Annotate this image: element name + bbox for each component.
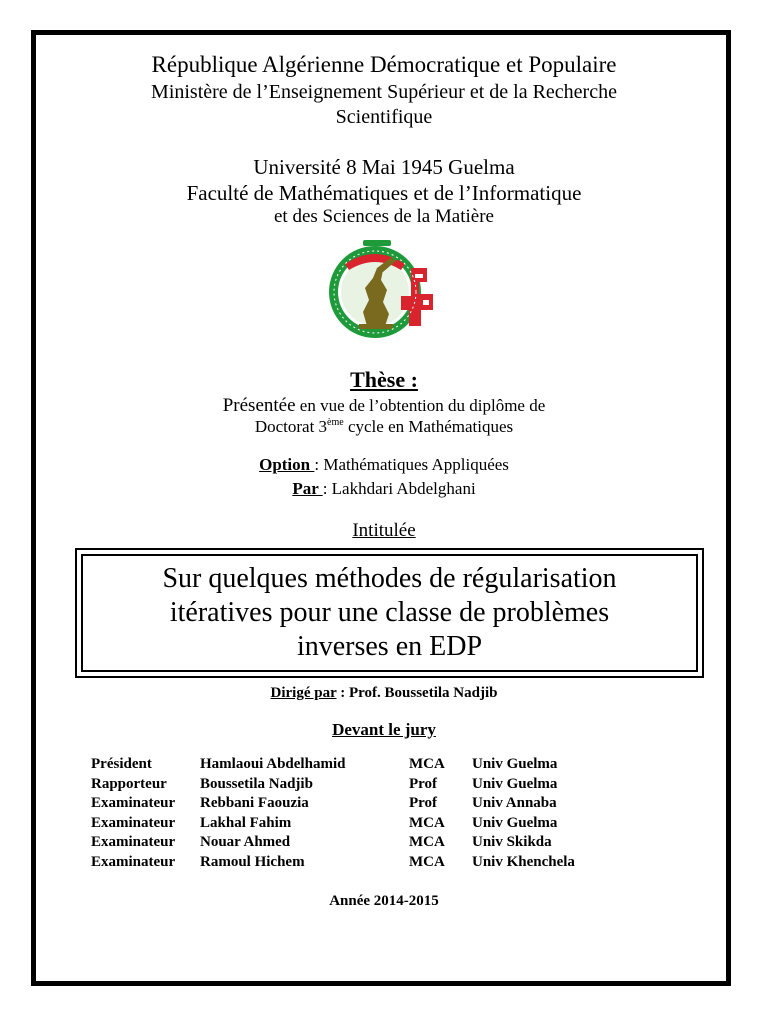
jury-row: [0, 854, 768, 874]
author-line: [0, 479, 768, 499]
jury-univ: Univ Annaba: [472, 795, 557, 812]
doctorat-before: Doctorat 3: [254, 417, 328, 436]
republic-line: République Algérienne Démocratique et Populaire: [151, 52, 617, 77]
ministry-line-2: Scientifique: [335, 106, 433, 128]
jury-univ: Univ Skikda: [472, 834, 552, 851]
jury-role: Examinateur: [91, 834, 176, 851]
university-logo-icon: [323, 238, 441, 342]
title-line-3: inverses en EDP: [296, 631, 483, 662]
jury-name: Nouar Ahmed: [200, 834, 291, 851]
jury-univ: Univ Guelma: [472, 814, 558, 831]
jury-name: Ramoul Hichem: [200, 853, 305, 870]
faculty-line-2: et des Sciences de la Matière: [274, 206, 494, 227]
jury-rank: MCA: [409, 756, 445, 772]
option-label: Option: [259, 455, 315, 474]
faculty-line-1: Faculté de Mathématiques et de l’Informatique: [186, 181, 582, 205]
doctorat-after: cycle en Mathématiques: [343, 417, 514, 436]
director-line: [0, 685, 768, 702]
title-line-2: itératives pour une classe de problèmes: [169, 597, 610, 628]
jury-row: [0, 834, 768, 854]
doctorat-line: [0, 417, 768, 437]
academic-year: Année 2014-2015: [329, 893, 439, 909]
doctorat-sup: ème: [327, 417, 344, 428]
jury-rank: Prof: [409, 775, 438, 792]
directed-label: Dirigé par: [270, 685, 337, 701]
presented-rest: en vue de l’obtention du diplôme de: [295, 396, 546, 415]
jury-role: Rapporteur: [91, 775, 167, 792]
jury-rank: MCA: [409, 853, 445, 870]
jury-table: [0, 756, 768, 874]
university-name: Université 8 Mai 1945 Guelma: [253, 155, 515, 179]
jury-name: Boussetila Nadjib: [200, 775, 313, 792]
jury-heading: Devant le jury: [332, 720, 436, 739]
jury-row: [0, 756, 768, 776]
thesis-title-box: [75, 548, 704, 678]
jury-rank: MCA: [409, 834, 445, 851]
presented-word: Présentée: [222, 395, 296, 416]
jury-name: Hamlaoui Abdelhamid: [200, 756, 346, 772]
jury-name: Rebbani Faouzia: [200, 795, 309, 812]
jury-role: Examinateur: [91, 853, 176, 870]
jury-rank: MCA: [409, 814, 445, 831]
jury-role: Président: [91, 756, 152, 772]
thesis-heading: Thèse :: [350, 367, 418, 392]
intitulee-label: Intitulée: [352, 520, 416, 541]
jury-row: [0, 795, 768, 815]
jury-name: Lakhal Fahim: [200, 814, 292, 831]
ministry-line-1: Ministère de l’Enseignement Supérieur et de la Recherche: [151, 81, 617, 103]
option-value: : Mathématiques Appliquées: [314, 455, 509, 474]
jury-role: Examinateur: [91, 795, 176, 812]
par-value: : Lakhdari Abdelghani: [322, 479, 476, 498]
presented-line: [0, 395, 768, 417]
jury-rank: Prof: [409, 795, 438, 812]
jury-row: [0, 776, 768, 796]
jury-row: [0, 815, 768, 835]
directed-value: : Prof. Boussetila Nadjib: [336, 685, 498, 701]
jury-role: Examinateur: [91, 814, 176, 831]
jury-univ: Univ Guelma: [472, 756, 558, 772]
option-line: [0, 455, 768, 475]
jury-univ: Univ Guelma: [472, 775, 558, 792]
title-line-1: Sur quelques méthodes de régularisation: [162, 563, 617, 594]
jury-univ: Univ Khenchela: [472, 853, 575, 870]
thesis-title: [81, 554, 698, 672]
par-label: Par: [292, 479, 323, 498]
